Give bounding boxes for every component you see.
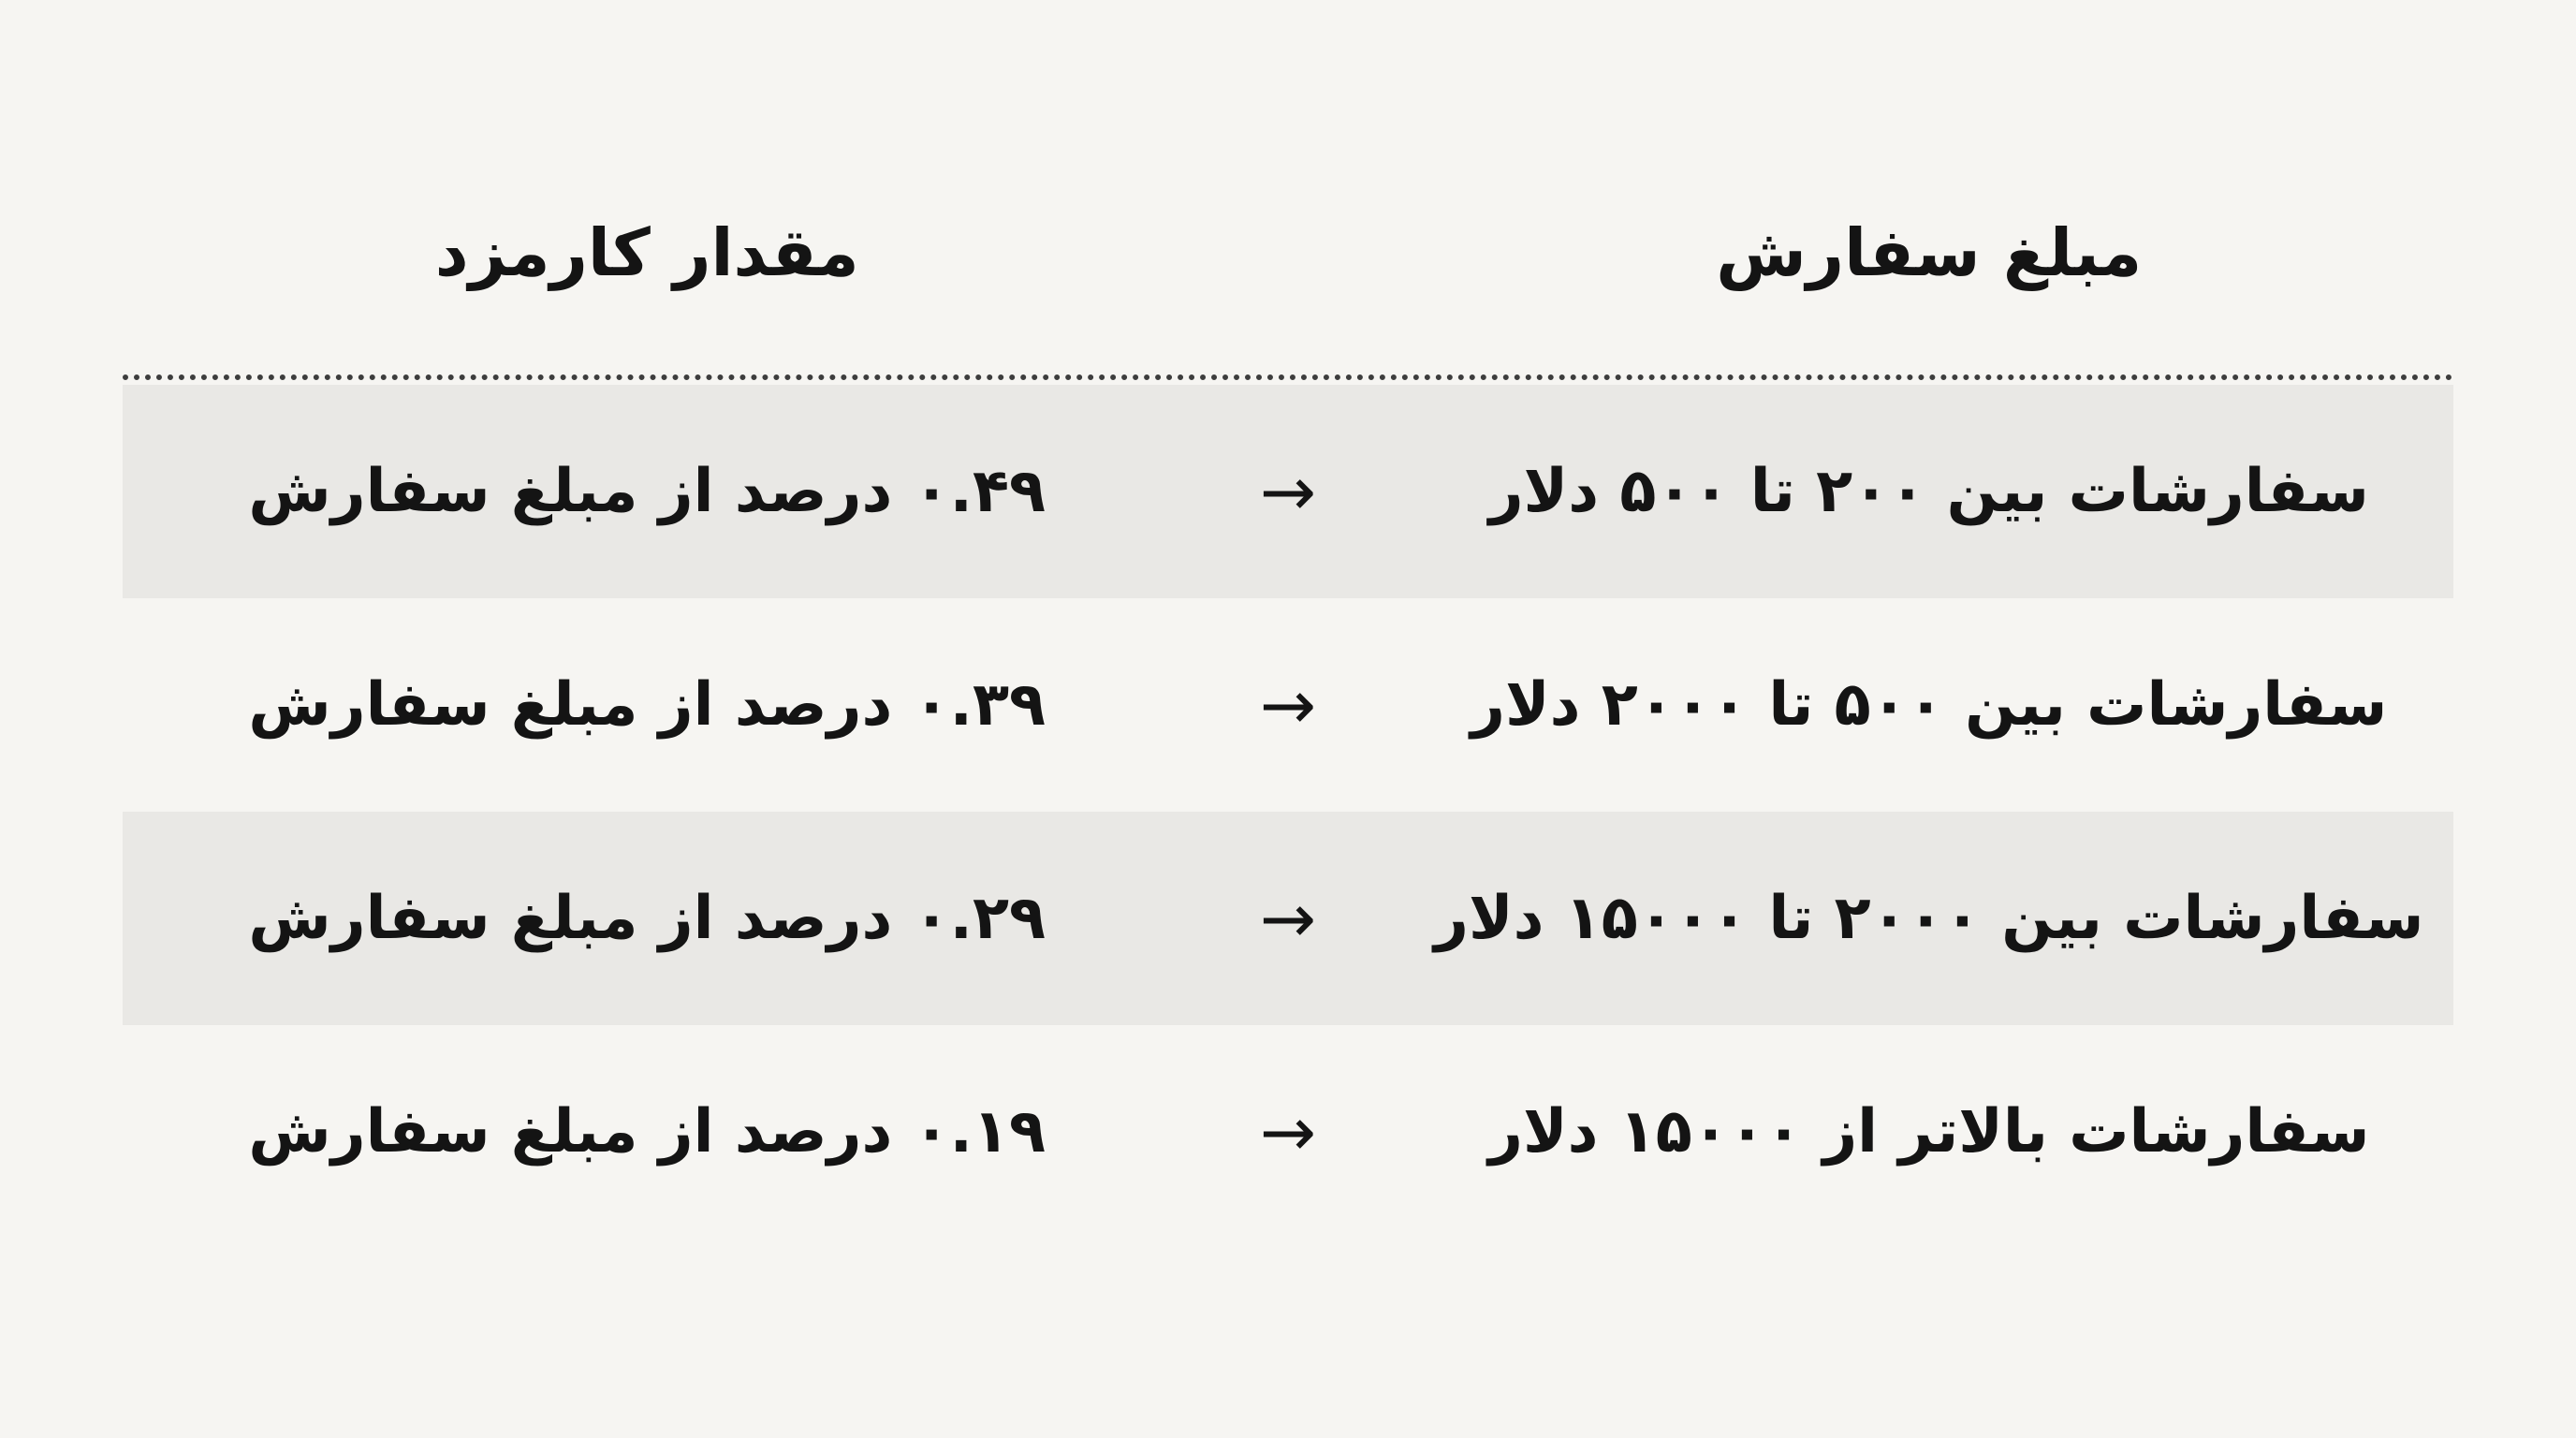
fee-column-header: مقدار کارمزد: [434, 214, 859, 291]
order-amount-cell: سفارشات بالاتر از ۱۵۰۰۰ دلار: [1488, 1097, 2370, 1167]
order-amount-cell: سفارشات بین ۲۰۰۰ تا ۱۵۰۰۰ دلار: [1434, 884, 2424, 953]
fee-amount-cell: ۰.۲۹ درصد از مبلغ سفارش: [248, 884, 1046, 953]
right-arrow-icon: →: [1259, 879, 1317, 958]
fee-amount-cell: ۰.۱۹ درصد از مبلغ سفارش: [248, 1097, 1046, 1167]
right-arrow-icon: →: [1259, 1093, 1317, 1171]
table-body: [123, 374, 2453, 1239]
order-amount-cell: سفارشات بین ۲۰۰ تا ۵۰۰ دلار: [1488, 457, 2369, 526]
fee-tier-row: [123, 598, 2453, 812]
commission-fee-table: [123, 178, 2453, 1239]
fee-tier-row: [123, 1025, 2453, 1239]
right-arrow-icon: →: [1259, 666, 1317, 744]
table-header-row: [123, 178, 2453, 328]
fee-amount-cell: ۰.۴۹ درصد از مبلغ سفارش: [248, 457, 1046, 526]
fee-tier-row: [123, 385, 2453, 598]
amount-column-header: مبلغ سفارش: [1716, 214, 2143, 291]
fee-amount-cell: ۰.۳۹ درصد از مبلغ سفارش: [248, 670, 1046, 740]
right-arrow-icon: →: [1259, 452, 1317, 531]
order-amount-cell: سفارشات بین ۵۰۰ تا ۲۰۰۰ دلار: [1471, 670, 2388, 740]
fee-tier-row: [123, 812, 2453, 1025]
